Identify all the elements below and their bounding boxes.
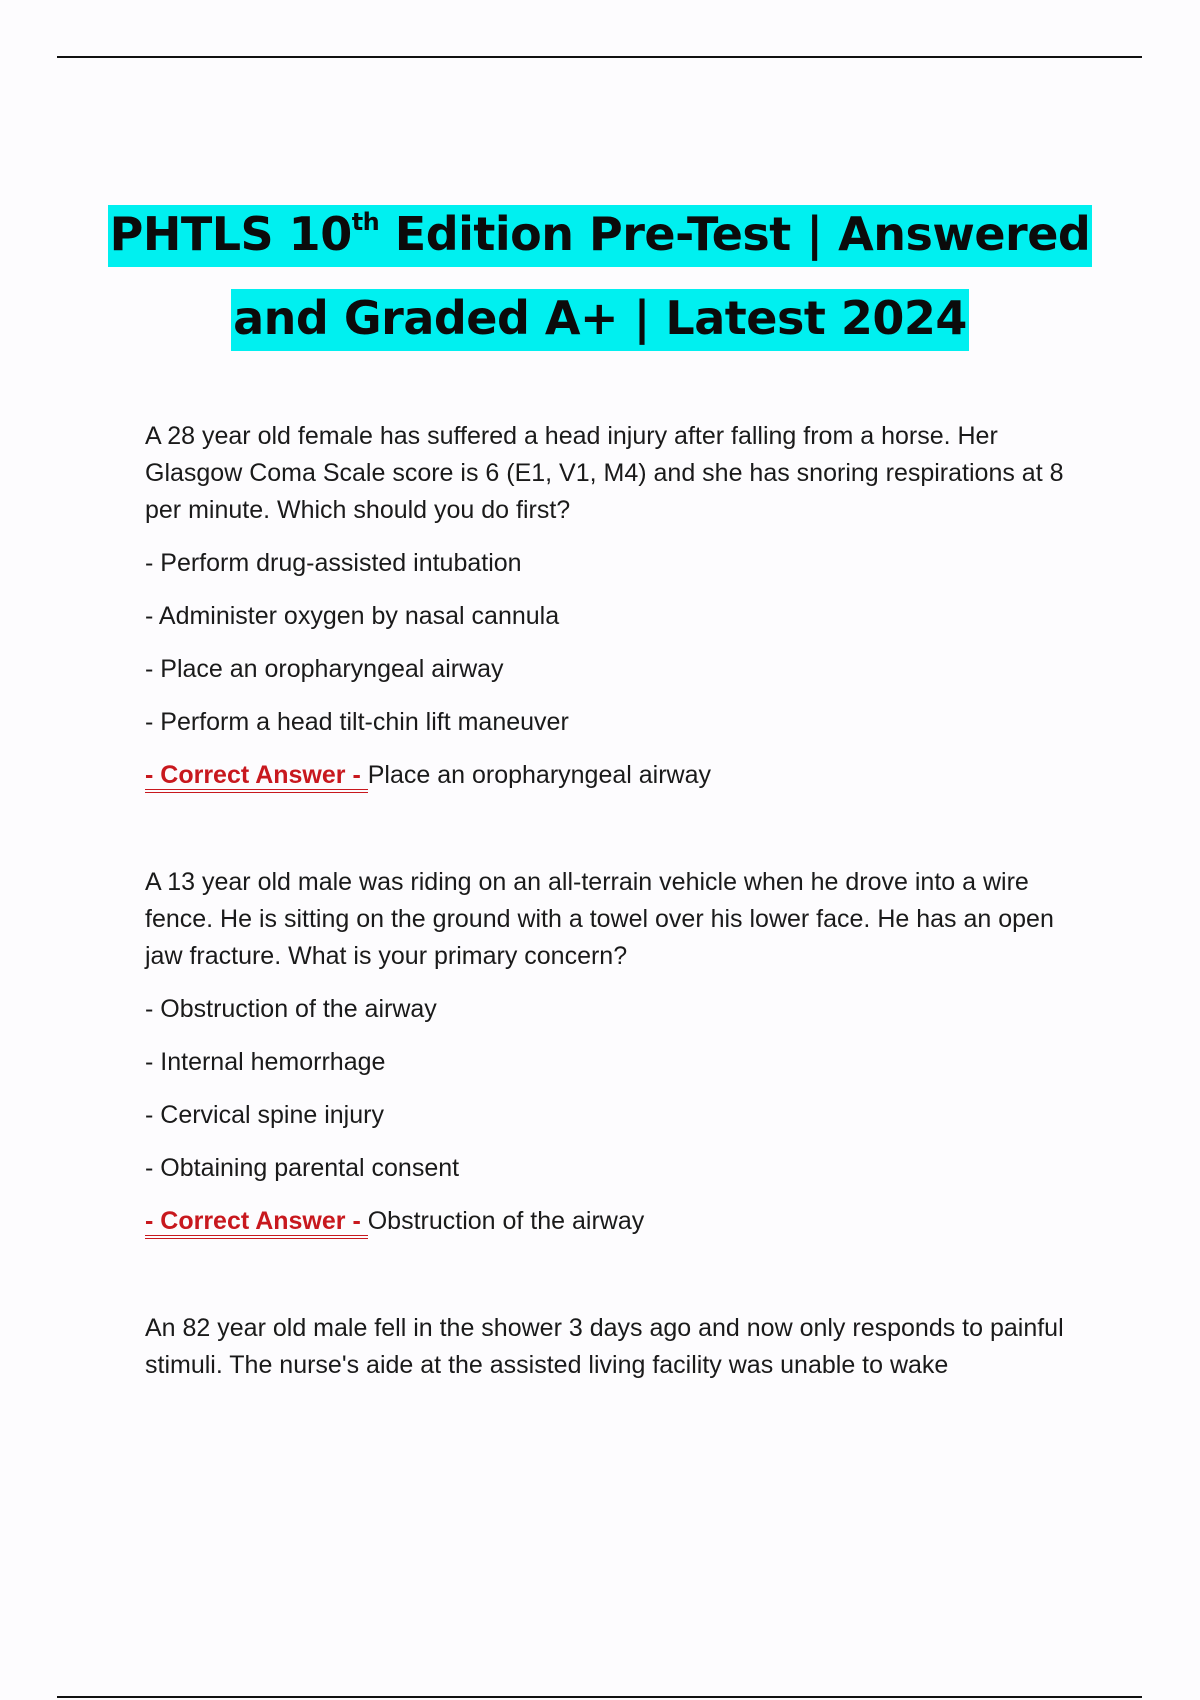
- document-title: [60, 196, 1140, 356]
- question-text: A 28 year old female has suffered a head injury after falling from a horse. Her Glasgow Coma Scale score is 6 (E1, V1, M4) and she has snoring respirations at 8 per minute. Which should you do first?: [145, 422, 1064, 524]
- question-block-2: [145, 864, 1095, 1240]
- title-superscript: th: [351, 208, 380, 236]
- answer-option: - Perform drug-assisted intubation: [145, 549, 522, 577]
- answer-option: - Cervical spine injury: [145, 1101, 384, 1129]
- header-rule: [57, 56, 1142, 58]
- questions-list: [145, 418, 1095, 1454]
- answer-option: - Place an oropharyngeal airway: [145, 655, 504, 683]
- title-line-2: and Graded A+ | Latest 2024: [231, 289, 969, 351]
- correct-answer: [145, 757, 1095, 794]
- footer-rule: [57, 1696, 1142, 1698]
- correct-answer-text: Place an oropharyngeal airway: [367, 761, 711, 789]
- correct-answer-label: - Correct Answer -: [145, 761, 368, 793]
- question-text: An 82 year old male fell in the shower 3 days ago and now only responds to painful stimuli. The nurse's aide at the assisted living facility was unable to wake: [145, 1314, 1064, 1379]
- question-block-1: [145, 418, 1095, 794]
- answer-option: - Obtaining parental consent: [145, 1154, 460, 1182]
- title-line-1: [108, 205, 1093, 267]
- answer-option: - Internal hemorrhage: [145, 1048, 386, 1076]
- correct-answer-label: - Correct Answer -: [145, 1207, 368, 1239]
- title-text-part1: PHTLS 10: [109, 207, 352, 261]
- answer-option: - Administer oxygen by nasal cannula: [145, 602, 560, 630]
- answer-option: - Perform a head tilt-chin lift maneuver: [145, 708, 569, 736]
- question-text: A 13 year old male was riding on an all-terrain vehicle when he drove into a wire fence. He is sitting on the ground with a towel over his lower face. He has an open jaw fracture. What is your primary concern?: [145, 868, 1054, 970]
- question-block-3: [145, 1310, 1095, 1384]
- correct-answer-text: Obstruction of the airway: [367, 1207, 645, 1235]
- answer-option: - Obstruction of the airway: [145, 995, 437, 1023]
- correct-answer: [145, 1203, 1095, 1240]
- title-text-part2: Edition Pre-Test | Answered: [379, 207, 1091, 261]
